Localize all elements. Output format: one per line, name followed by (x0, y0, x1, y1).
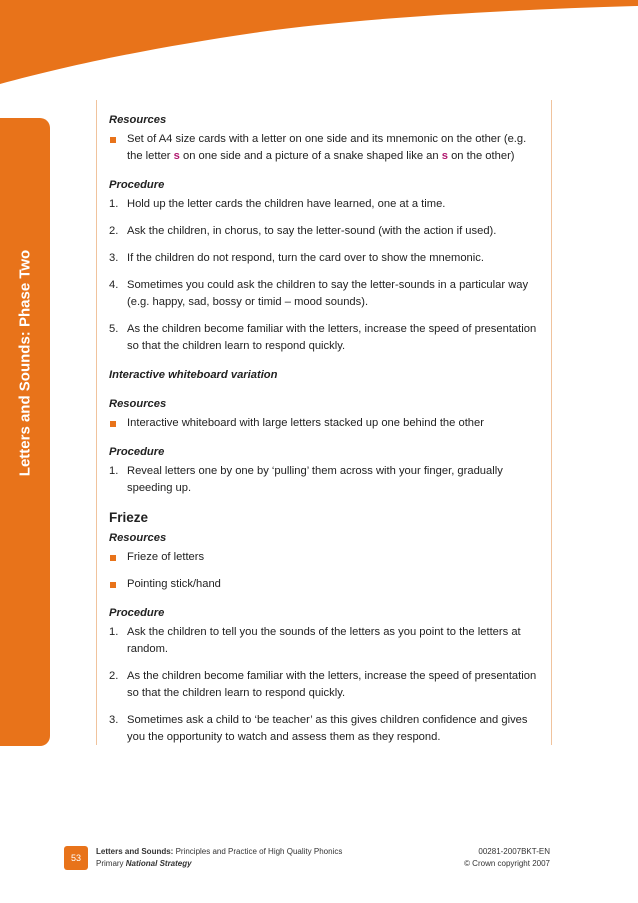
bullet-square-icon (110, 582, 116, 588)
resource-item: Interactive whiteboard with large letters stacked up one behind the other (109, 415, 541, 432)
resources-heading: Resources (109, 114, 167, 126)
procedure-step: 2. Ask the children, in chorus, to say the letter-sound (with the action if used). (109, 225, 497, 237)
footer-ref-code: 00281-2007BKT-EN (478, 847, 550, 856)
main-content (109, 112, 541, 746)
procedure-step: 1. Reveal letters one by one by ‘pulling’ them across with your finger, gradually speeding up. (109, 465, 503, 494)
right-margin-rule (551, 100, 552, 745)
resources-heading: Resources (109, 398, 167, 410)
left-margin-rule (96, 100, 97, 745)
bullet-square-icon (110, 555, 116, 561)
procedure-step: 3. Sometimes ask a child to ‘be teacher’ as this gives children confidence and gives you the opportunity to watch and assess them as they respond. (109, 714, 528, 743)
resource-item: Pointing stick/hand (109, 576, 541, 593)
procedure-step: 2. As the children become familiar with the letters, increase the speed of presentation so that the children learn to respond quickly. (109, 670, 537, 699)
footer-copyright: © Crown copyright 2007 (464, 859, 550, 868)
procedure-heading: Procedure (109, 179, 165, 191)
procedure-step: 1. Ask the children to tell you the sounds of the letters as you point to the letters at random. (109, 626, 521, 655)
footer-reference (464, 846, 550, 870)
footer-publication (96, 846, 342, 870)
procedure-step: 3. If the children do not respond, turn the card over to show the mnemonic. (109, 252, 484, 264)
procedure-step: 5. As the children become familiar with the letters, increase the speed of presentation so that the children learn to respond quickly. (109, 323, 537, 352)
procedure-heading: Procedure (109, 607, 165, 619)
page-footer (0, 840, 638, 880)
frieze-heading: Frieze (109, 510, 149, 525)
footer-strategy: Primary National Strategy (96, 859, 192, 868)
side-tab-title: Letters and Sounds: Phase Two (16, 249, 34, 477)
procedure-step: 4. Sometimes you could ask the children to say the letter-sounds in a particular way (e.g. happy, sad, bossy or timid – mood sounds). (109, 279, 529, 308)
procedure-heading: Procedure (109, 446, 165, 458)
header-orange-curve (0, 0, 638, 95)
resources-heading: Resources (109, 532, 167, 544)
resource-item: Set of A4 size cards with a letter on one side and its mnemonic on the other (e.g. the letter s on one side and a picture of a snake shaped like an s on the other) (109, 131, 541, 165)
iwb-variation-heading: Interactive whiteboard variation (109, 369, 278, 381)
resource-item: Frieze of letters (109, 549, 541, 566)
bullet-square-icon (110, 137, 116, 143)
page-number: 53 (64, 846, 88, 870)
footer-title: Letters and Sounds: Principles and Practice of High Quality Phonics (96, 847, 343, 856)
bullet-square-icon (110, 421, 116, 427)
procedure-step: 1. Hold up the letter cards the children have learned, one at a time. (109, 198, 446, 210)
section-side-tab (0, 118, 50, 746)
